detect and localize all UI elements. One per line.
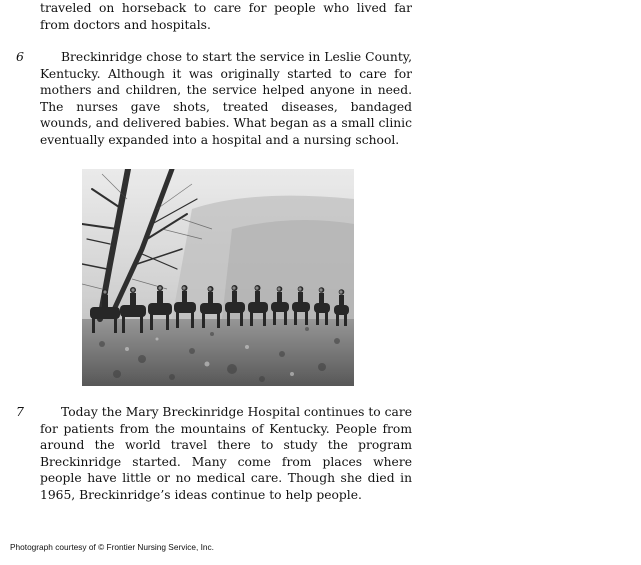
paragraph-continued: traveled on horseback to care for people who lived far from doctors and hospitals. xyxy=(40,1,412,32)
paragraph: Today the Mary Breckinridge Hospital continues to care for patients from the mountains of Kentucky. People from around the world travel there to study the program Breckinridge started. Many come from places where people have little or no medical care. Though she died in 1965, Breckinridge’s ideas continue to help people. xyxy=(40,405,412,502)
paragraph-number: 6 xyxy=(16,49,24,64)
photo-nurses-on-horseback xyxy=(82,169,354,386)
photo-credit: Photograph courtesy of © Frontier Nursing Service, Inc. xyxy=(10,542,214,552)
paragraph: Breckinridge chose to start the service in Leslie County, Kentucky. Although it was originally started to care for mothers and children, the service helped anyone in need. The nurses gave shots, treated diseases, bandaged wounds, and delivered babies. What began as a small clinic eventually expanded into a hospital and a nursing school. xyxy=(40,50,412,147)
paragraph-number: 7 xyxy=(16,404,24,419)
